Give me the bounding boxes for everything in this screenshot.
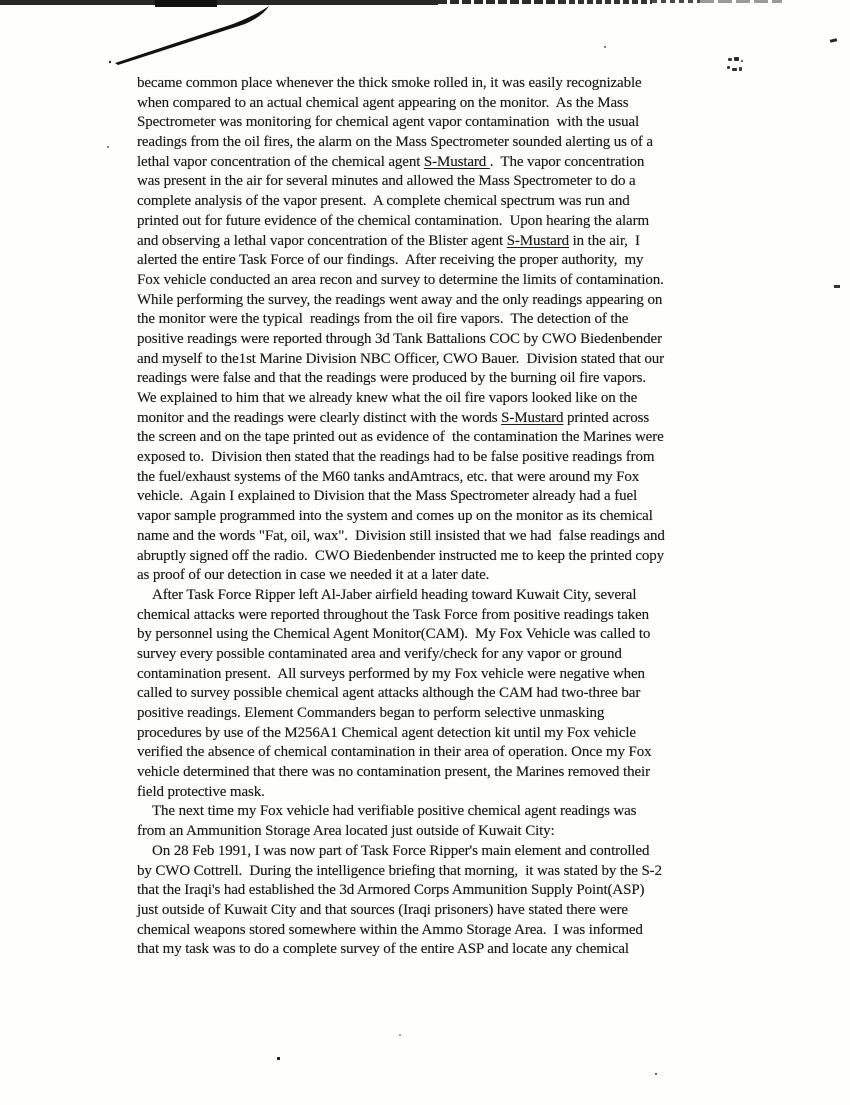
text-line: chemical attacks were reported throughout the Task Force from positive readings taken [137, 606, 650, 623]
text-line: positive readings were reported through 3d Tank Battalions COC by CWO Biedenbender [137, 330, 662, 347]
text-line: and observing a lethal vapor concentration of the Blister agent S-Mustard in the air, I [137, 232, 640, 249]
text-line: We explained to him that we already knew what the oil fire vapors looked like on the [137, 390, 638, 406]
text-line: complete analysis of the vapor present. A complete chemical spectrum was run and [137, 193, 630, 210]
text-line: became common place whenever the thick smoke rolled in, it was easily recognizable [137, 75, 642, 91]
text-line: exposed to. Division then stated that the readings had to be false positive readings from [137, 449, 655, 466]
text-line: as proof of our detection in case we needed it at a later date. [137, 567, 490, 584]
text-line: chemical weapons stored somewhere within the Ammo Storage Area. I was informed [137, 921, 643, 938]
ink-speck [655, 1073, 657, 1075]
text-line: and myself to the1st Marine Division NBC Officer, CWO Bauer. Division stated that our [137, 350, 665, 367]
ink-speck [399, 1034, 401, 1036]
margin-tick-mark [834, 285, 840, 288]
text-line: the screen and on the tape printed out as evidence of the contamination the Marines were [137, 429, 664, 446]
text-line: the fuel/exhaust systems of the M60 tanks andAmtracs, etc. that were around my Fox [137, 468, 640, 485]
text-line: vapor sample programmed into the system and comes up on the monitor as its chemical [137, 508, 653, 525]
text-line: alerted the entire Task Force of our findings. After receiving the proper authority, my [137, 252, 644, 269]
text-line: readings were false and that the readings were produced by the burning oil fire vapors. [137, 370, 646, 387]
text-line: After Task Force Ripper left Al-Jaber airfield heading toward Kuwait City, several [152, 586, 637, 603]
text-line: verified the absence of chemical contamination in their area of operation. Once my Fox [137, 744, 652, 761]
text-line: readings from the oil fires, the alarm on the Mass Spectrometer sounded alerting us of a [137, 134, 653, 151]
underlined-agent-name: S-Mustard [423, 153, 490, 170]
text-line: vehicle. Again I explained to Division that the Mass Spectrometer already had a fuel [137, 488, 638, 505]
text-line: by personnel using the Chemical Agent Monitor(CAM). My Fox Vehicle was called to [137, 626, 651, 643]
text-line: the monitor were the typical readings from the oil fire vapors. The detection of the [137, 311, 629, 328]
document-text [137, 74, 797, 960]
text-line: when compared to an actual chemical agent appearing on the monitor. As the Mass [137, 94, 629, 111]
text-line: printed out for future evidence of the chemical contamination. Upon hearing the alarm [137, 212, 649, 229]
pen-stroke-mark [0, 0, 850, 80]
underlined-agent-name: S-Mustard [506, 232, 569, 249]
text-line: Fox vehicle conducted an area recon and survey to determine the limits of contamination. [137, 271, 664, 288]
text-line: just outside of Kuwait City and that sources (Iraqi prisoners) have stated there were [137, 901, 628, 918]
underlined-agent-name: S-Mustard [501, 409, 564, 426]
text-line: that my task was to do a complete survey of the entire ASP and locate any chemical [137, 941, 629, 958]
text-line: survey every possible contaminated area and verify/check for any vapor or ground [137, 645, 622, 662]
text-line: monitor and the readings were clearly distinct with the words S-Mustard printed across [137, 409, 650, 426]
text-line: abruptly signed off the radio. CWO Biedenbender instructed me to keep the printed copy [137, 547, 665, 564]
text-line: lethal vapor concentration of the chemical agent S-Mustard . The vapor concentration [137, 153, 645, 170]
text-line: by CWO Cottrell. During the intelligence briefing that morning, it was stated by the S-2 [137, 862, 662, 879]
ink-speck [604, 46, 606, 48]
text-line: The next time my Fox vehicle had verifiable positive chemical agent readings was [152, 803, 637, 820]
ink-speck [107, 146, 109, 148]
text-line: contamination present. All surveys performed by my Fox vehicle were negative when [137, 665, 645, 682]
text-line: While performing the survey, the readings went away and the only readings appearing on [137, 291, 663, 308]
text-line: positive readings. Element Commanders began to perform selective unmasking [137, 705, 605, 721]
text-line: called to survey possible chemical agent attacks although the CAM had two-three bar [137, 685, 641, 702]
ink-speck [277, 1057, 280, 1060]
text-line: from an Ammunition Storage Area located just outside of Kuwait City: [137, 823, 555, 840]
text-line: name and the words "Fat, oil, wax". Division still insisted that we had false readings and [137, 527, 665, 544]
text-line: vehicle determined that there was no contamination present, the Marines removed their [137, 764, 650, 781]
text-line: field protective mask. [137, 783, 265, 800]
text-line: that the Iraqi's had established the 3d Armored Corps Ammunition Supply Point(ASP) [137, 882, 645, 899]
text-line: Spectrometer was monitoring for chemical agent vapor contamination with the usual [137, 114, 640, 131]
corner-tick-mark [830, 38, 838, 43]
text-line: On 28 Feb 1991, I was now part of Task Force Ripper's main element and controlled [152, 842, 650, 859]
text-line: was present in the air for several minutes and allowed the Mass Spectrometer to do a [137, 173, 636, 190]
text-line: procedures by use of the M256A1 Chemical agent detection kit until my Fox vehicle [137, 724, 636, 741]
